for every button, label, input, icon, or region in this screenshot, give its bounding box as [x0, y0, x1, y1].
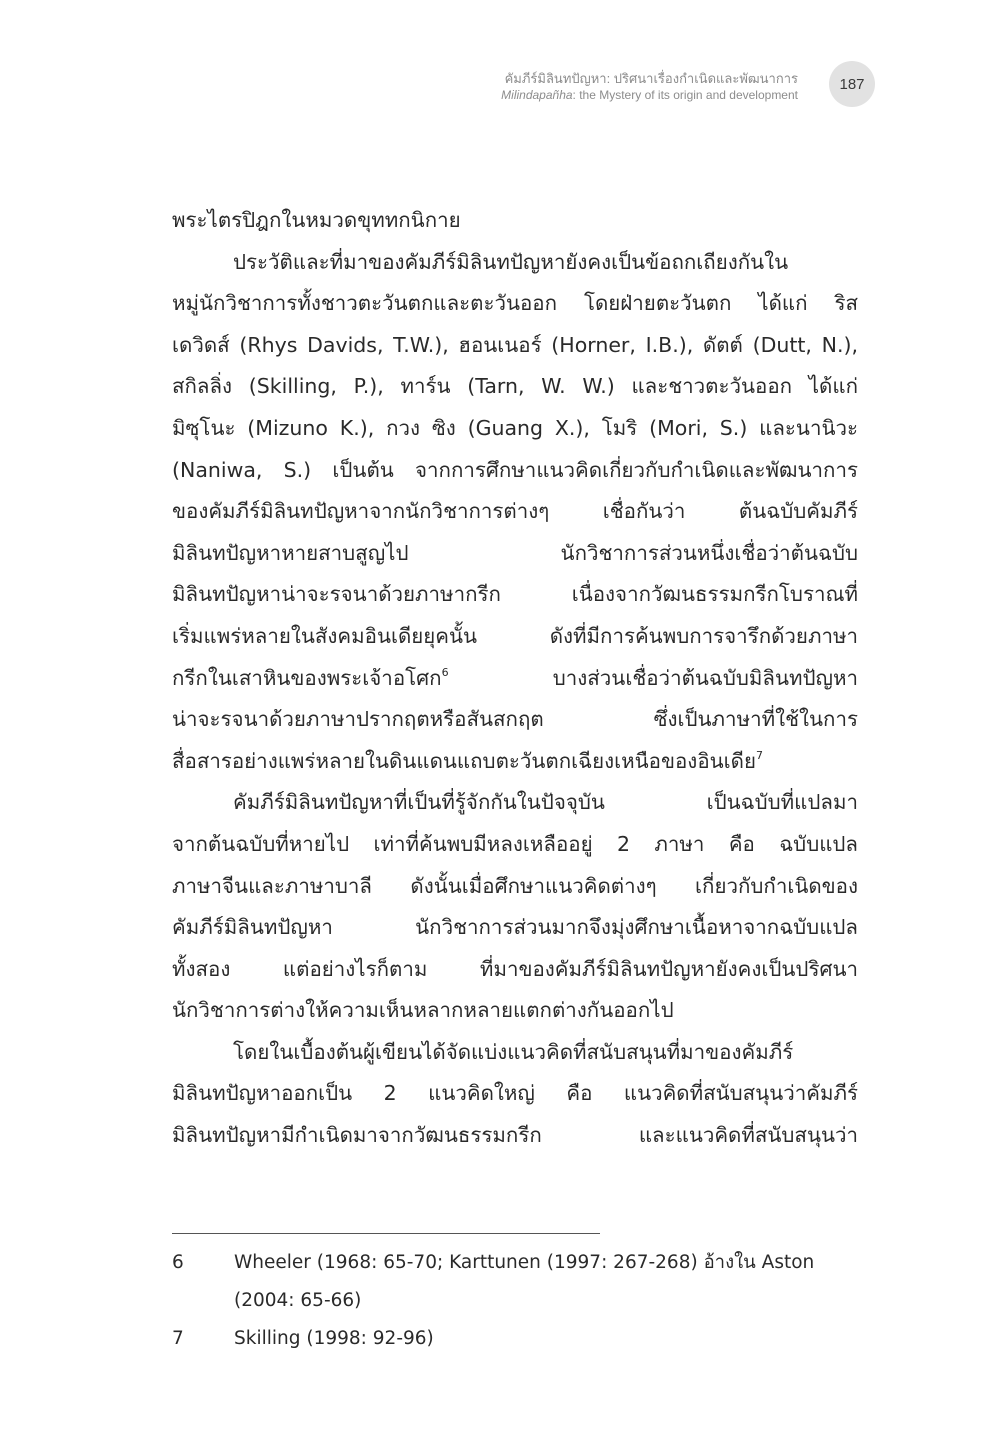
body-line: เริ่มแพร่หลายในสังคมอินเดียยุคนั้น ดังที่มีการค้นพบการจารึกด้วยภาษา	[172, 623, 858, 648]
footnote-ref-6[interactable]: 6	[441, 665, 449, 679]
running-header-english-rest: : the Mystery of its origin and development	[572, 88, 798, 102]
body-line: ประวัติและที่มาของคัมภีร์มิลินทปัญหายังคงเป็นข้อถกเถียงกันใน	[233, 249, 789, 274]
body-line: คัมภีร์มิลินทปัญหาที่เป็นที่รู้จักกันในปัจจุบัน เป็นฉบับที่แปลมา	[233, 790, 858, 815]
body-line: สกิลลิ่ง (Skilling, P.), ทาร์น (Tarn, W. W.) และชาวตะวันออก ได้แก่	[172, 374, 858, 399]
body-line-part: สื่อสารอย่างแพร่หลายในดินแดนแถบตะวันตกเฉียงเหนือของอินเดีย	[172, 748, 756, 773]
body-line: น่าจะรจนาด้วยภาษาปรากฤตหรือสันสกฤต ซึ่งเป็นภาษาที่ใช้ในการ	[172, 707, 858, 732]
footnote-number: 7	[172, 1328, 184, 1349]
body-line: พระไตรปิฎกในหมวดขุททกนิกาย	[172, 208, 461, 232]
footnote-7	[172, 1320, 858, 1358]
body-line: นักวิชาการต่างให้ความเห็นหลากหลายแตกต่างกันออกไป	[172, 998, 674, 1023]
running-header-thai: คัมภีร์มิลินทปัญหา: ปริศนาเรื่องกำเนิดและพัฒนาการ	[504, 71, 798, 86]
running-header	[501, 70, 798, 104]
body-line: จากต้นฉบับที่หายไป เท่าที่ค้นพบมีหลงเหลืออยู่ 2 ภาษา คือ ฉบับแปล	[172, 831, 858, 856]
body-line	[172, 741, 858, 783]
footnote-divider	[172, 1233, 600, 1234]
body-line: มิลินทปัญหาหายสาบสูญไป นักวิชาการส่วนหนึ่งเชื่อว่าต้นฉบับ	[172, 540, 858, 565]
body-line: ทั้งสอง แต่อย่างไรก็ตาม ที่มาของคัมภีร์มิลินทปัญหายังคงเป็นปริศนา	[172, 956, 858, 981]
footnote-number: 6	[172, 1252, 184, 1273]
footnote-text: Skilling (1998: 92-96)	[234, 1328, 434, 1349]
page-number-badge	[829, 61, 875, 107]
page-number: 187	[839, 75, 865, 93]
running-header-italic: Milindapañha	[501, 88, 573, 102]
body-line: ของคัมภีร์มิลินทปัญหาจากนักวิชาการต่างๆ เชื่อกันว่า ต้นฉบับคัมภีร์	[172, 499, 858, 524]
body-line: โดยในเบื้องต้นผู้เขียนได้จัดแบ่งแนวคิดที่สนับสนุนที่มาของคัมภีร์	[233, 1039, 794, 1064]
footnote-continuation: (2004: 65-66)	[234, 1290, 362, 1311]
body-line: มิลินทปัญหาออกเป็น 2 แนวคิดใหญ่ คือ แนวคิดที่สนับสนุนว่าคัมภีร์	[172, 1081, 858, 1106]
running-header-english	[501, 87, 798, 104]
body-line: ภาษาจีนและภาษาบาลี ดังนั้นเมื่อศึกษาแนวคิดต่างๆ เกี่ยวกับกำเนิดของ	[172, 873, 858, 898]
footnote-6	[172, 1244, 858, 1282]
body-line: เดวิดส์ (Rhys Davids, T.W.), ฮอนเนอร์ (Horner, I.B.), ดัตต์ (Dutt, N.),	[172, 332, 858, 357]
body-line: มิลินทปัญหามีกำเนิดมาจากวัฒนธรรมกรีก และแนวคิดที่สนับสนุนว่า	[172, 1123, 858, 1148]
body-line: (Naniwa, S.) เป็นต้น จากการศึกษาแนวคิดเกี่ยวกับกำเนิดและพัฒนาการ	[172, 457, 858, 482]
body-line-part: กรีกในเสาหินของพระเจ้าอโศก	[172, 665, 442, 690]
body-line: คัมภีร์มิลินทปัญหา นักวิชาการส่วนมากจึงมุ่งศึกษาเนื้อหาจากฉบับแปล	[172, 915, 858, 940]
body-line: หมู่นักวิชาการทั้งชาวตะวันตกและตะวันออก โดยฝ่ายตะวันตก ได้แก่ ริส	[172, 291, 858, 316]
body-line: มิลินทปัญหาน่าจะรจนาด้วยภาษากรีก เนื่องจากวัฒนธรรมกรีกโบราณที่	[172, 582, 858, 607]
body-line: มิซุโนะ (Mizuno K.), กวง ซิง (Guang X.), โมริ (Mori, S.) และนานิวะ	[172, 415, 858, 440]
body-text	[172, 200, 858, 1157]
body-line	[172, 658, 858, 700]
footnote-ref-7[interactable]: 7	[755, 748, 763, 762]
body-line-part: บางส่วนเชื่อว่าต้นฉบับมิลินทปัญหา	[552, 665, 858, 690]
footnote-text: Wheeler (1968: 65-70; Karttunen (1997: 267-268) อ้างใน Aston	[234, 1252, 815, 1273]
footnotes	[172, 1244, 858, 1358]
